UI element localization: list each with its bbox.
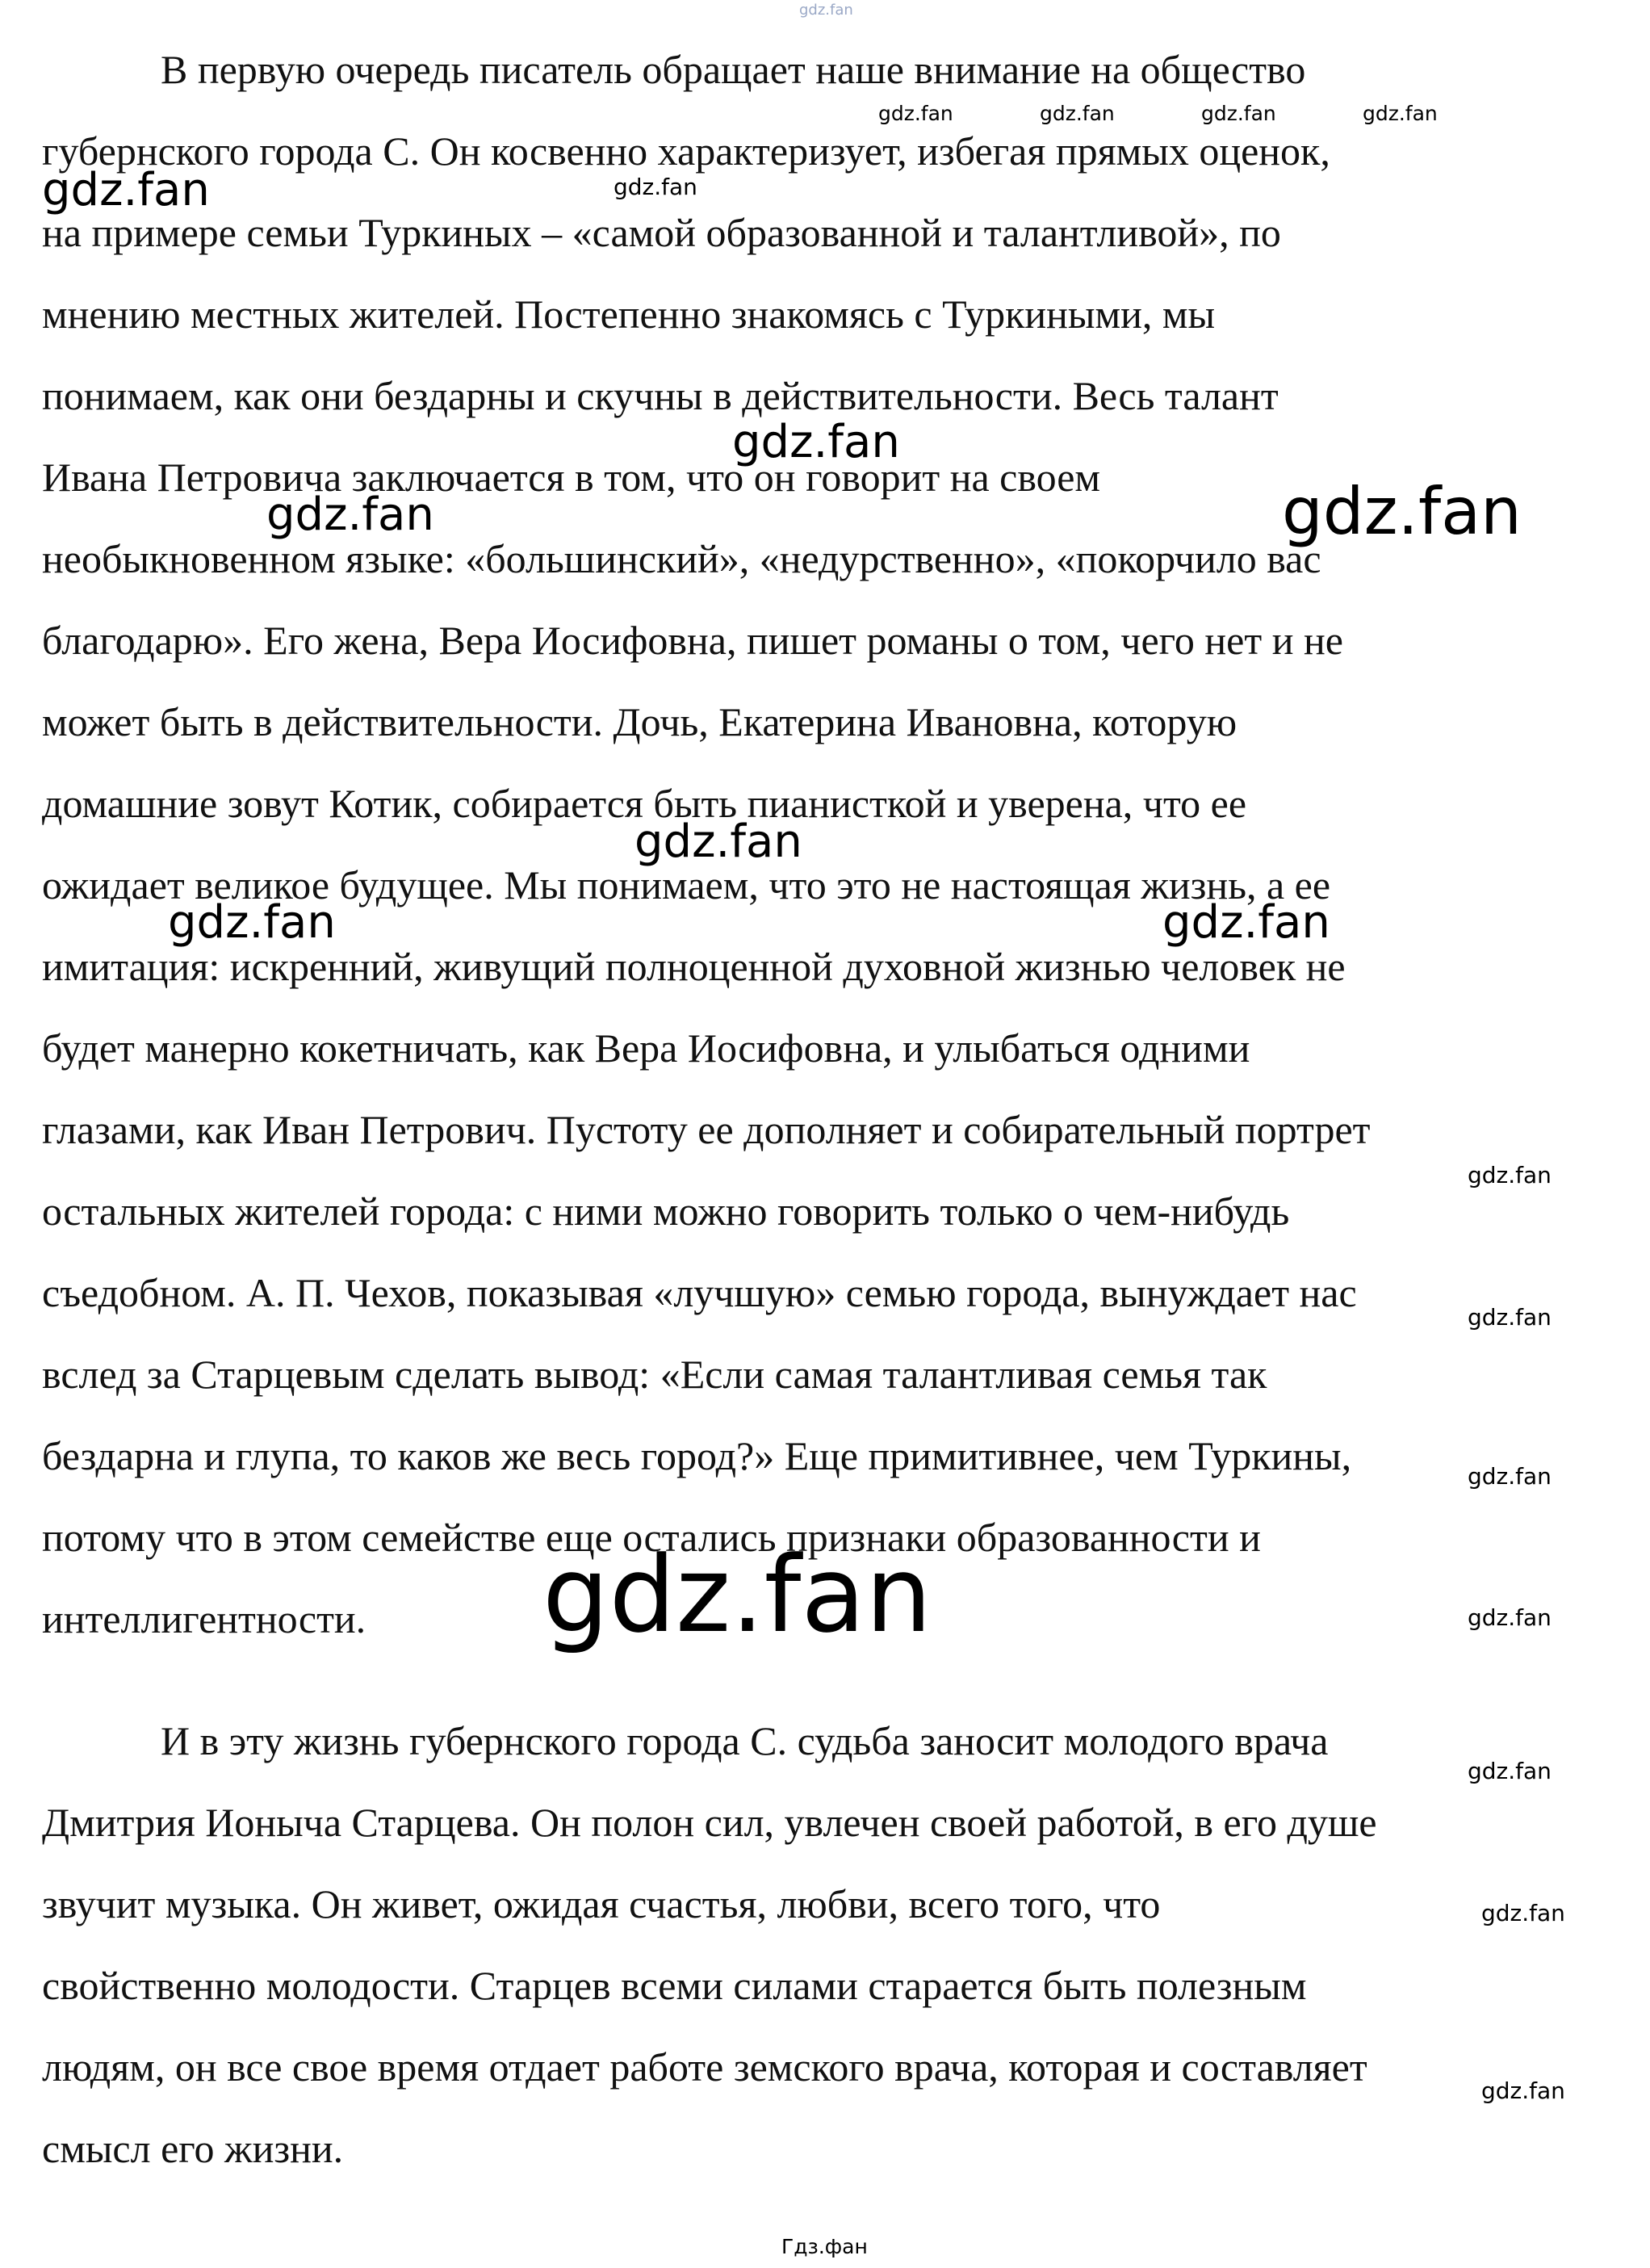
text-line: потому что в этом семействе еще остались признаки образованности и (42, 1515, 1261, 1560)
watermark-medium: gdz.fan (732, 416, 900, 468)
text-line: И в эту жизнь губернского города С. судьба заносит молодого врача (161, 1718, 1329, 1763)
watermark-medium: gdz.fan (266, 488, 434, 541)
text-line: смысл его жизни. (42, 2126, 344, 2171)
watermark-small: gdz.fan (1468, 1463, 1552, 1490)
text-line: остальных жителей города: с ними можно говорить только о чем-нибудь (42, 1188, 1290, 1234)
text-line: глазами, как Иван Петрович. Пустоту ее дополняет и собирательный портрет (42, 1107, 1371, 1152)
watermark-small: gdz.fan (1468, 1162, 1552, 1188)
watermark-medium: gdz.fan (1162, 896, 1330, 949)
watermark-medium: gdz.fan (42, 164, 210, 216)
watermark-medium: gdz.fan (168, 896, 336, 949)
text-line: свойственно молодости. Старцев всеми силами старается быть полезным (42, 1963, 1307, 2008)
text-line: будет манерно кокетничать, как Вера Иосифовна, и улыбаться одними (42, 1025, 1250, 1071)
watermark-small: gdz.fan (1481, 2077, 1565, 2104)
text-line: понимаем, как они бездарны и скучны в действительности. Весь талант (42, 373, 1279, 418)
text-line: В первую очередь писатель обращает наше внимание на общество (161, 47, 1306, 92)
text-line: звучит музыка. Он живет, ожидая счастья, любви, всего того, что (42, 1881, 1161, 1926)
watermark-small: gdz.fan (1468, 1604, 1552, 1631)
watermark-huge: gdz.fan (542, 1533, 932, 1656)
text-line: интеллигентности. (42, 1596, 366, 1641)
text-line: мнению местных жителей. Постепенно знакомясь с Туркиными, мы (42, 291, 1216, 337)
text-line: людям, он все свое время отдает работе земского врача, которая и составляет (42, 2044, 1367, 2090)
watermark-small: gdz.fan (1481, 1900, 1565, 1926)
watermark-medium: gdz.fan (634, 815, 802, 868)
watermark-small: gdz.fan (878, 102, 953, 125)
watermark-small: gdz.fan (614, 174, 697, 200)
text-line: имитация: искренний, живущий полноценной духовной жизнью человек не (42, 944, 1346, 989)
text-line: благодарю». Его жена, Вера Иосифовна, пишет романы о том, чего нет и не (42, 618, 1343, 663)
watermark-large: gdz.fan (1282, 474, 1522, 549)
watermark-small: gdz.fan (1040, 102, 1115, 125)
watermark-footer: Гдз.фан (781, 2235, 868, 2258)
text-line: Ивана Петровича заключается в том, что он говорит на своем (42, 455, 1101, 500)
text-line: ожидает великое будущее. Мы понимаем, что это не настоящая жизнь, а ее (42, 862, 1331, 908)
text-line: необыкновенном языке: «большинский», «недурственно», «покорчило вас (42, 536, 1321, 581)
text-line: бездарна и глупа, то каков же весь город?» Еще примитивнее, чем Туркины, (42, 1433, 1352, 1478)
text-line: может быть в действительности. Дочь, Екатерина Ивановна, которую (42, 699, 1238, 744)
text-line: губернского города С. Он косвенно характеризует, избегая прямых оценок, (42, 128, 1330, 174)
text-line: домашние зовут Котик, собирается быть пианисткой и уверена, что ее (42, 781, 1247, 826)
watermark-small: gdz.fan (1363, 102, 1438, 125)
text-line: вслед за Старцевым сделать вывод: «Если самая талантливая семья так (42, 1352, 1267, 1397)
watermark-top: gdz.fan (799, 2, 853, 19)
watermark-small: gdz.fan (1468, 1304, 1552, 1331)
text-line: съедобном. А. П. Чехов, показывая «лучшую» семью города, вынуждает нас (42, 1270, 1357, 1315)
watermark-small: gdz.fan (1201, 102, 1276, 125)
text-line: на примере семьи Туркиных – «самой образованной и талантливой», по (42, 210, 1281, 255)
text-line: Дмитрия Ионыча Старцева. Он полон сил, увлечен своей работой, в его душе (42, 1800, 1377, 1845)
watermark-small: gdz.fan (1468, 1758, 1552, 1784)
